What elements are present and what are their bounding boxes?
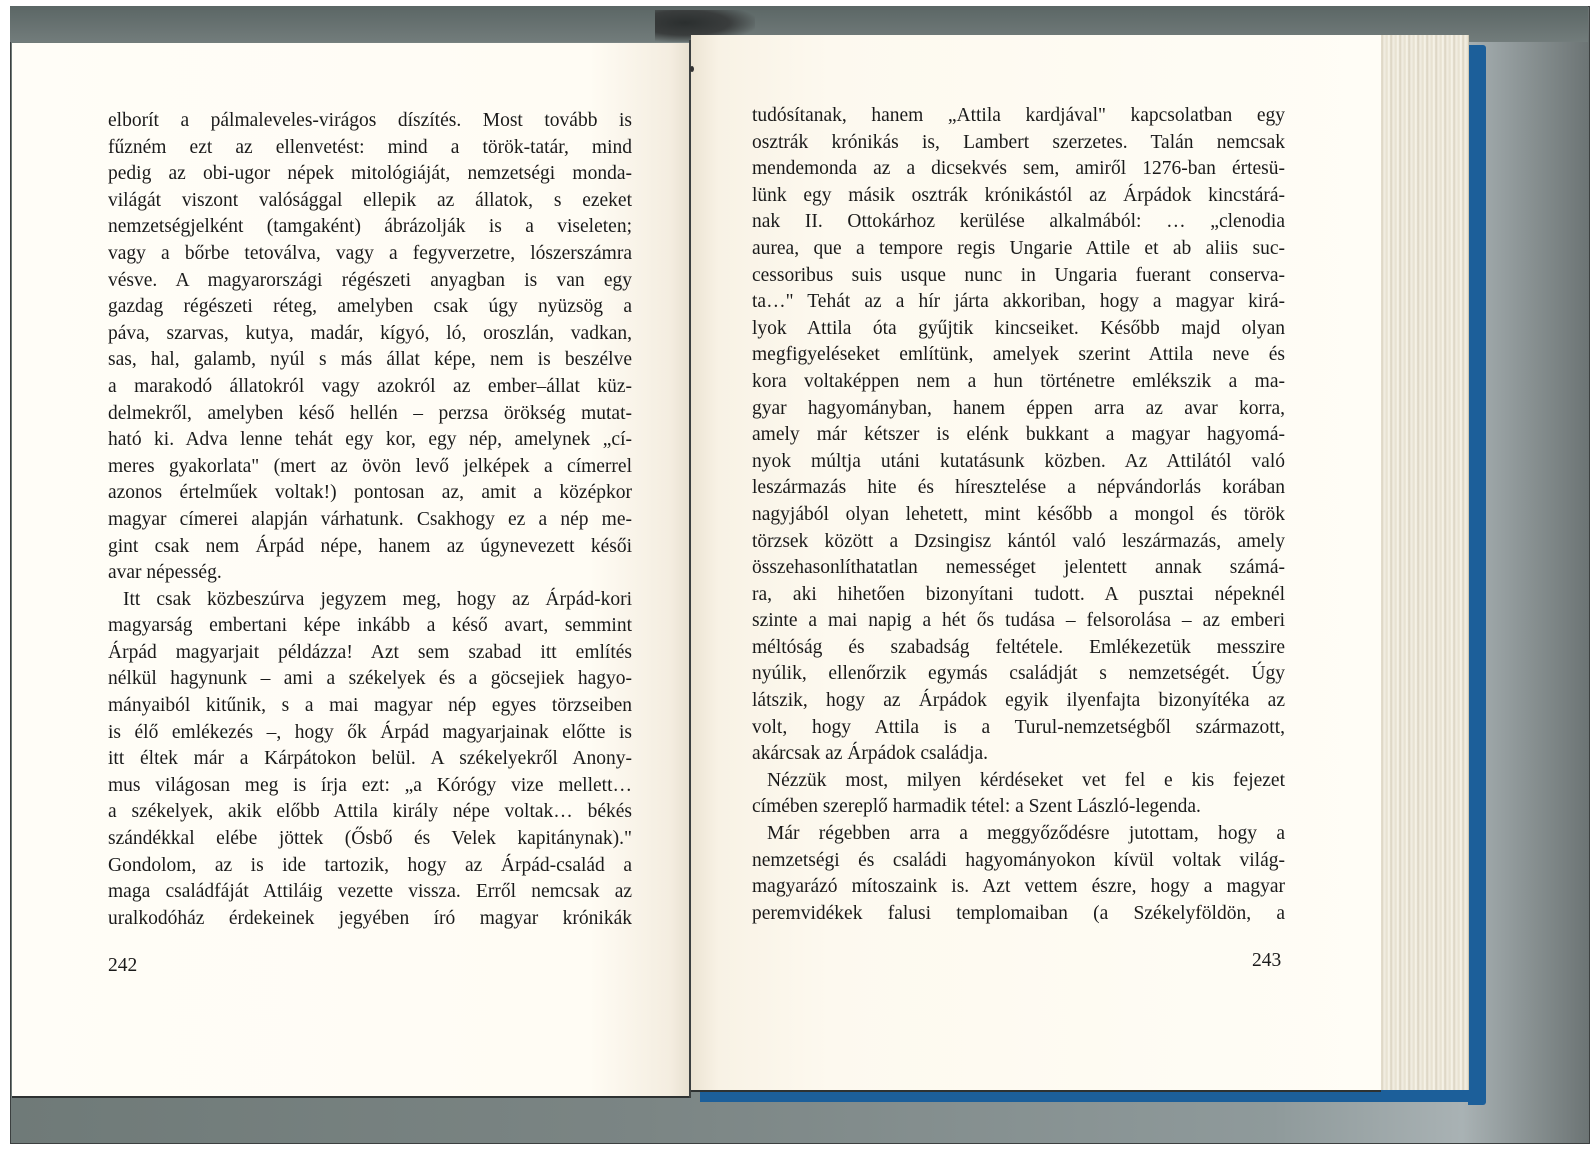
text-line: gazdag régészeti réteg, amelyben csak úgy nyüzsög a <box>108 296 632 318</box>
text-line: tudósítanak, hanem „Attila kardjával" kapcsolatban egy <box>752 105 1285 126</box>
text-line: osztrák krónikás is, Lambert szerzetes. Talán nemcsak <box>752 131 1285 153</box>
text-line: nyúlik, ellenőrzik egymás családját s nemzetségét. Úgy <box>752 663 1285 685</box>
left-page-number: 242 <box>108 955 138 976</box>
text-line: uralkodóház érdekeinek jegyében író magyar krónikák <box>108 907 632 929</box>
text-line: ta…" Tehát az a hír járta akkoriban, hogy a magyar kirá- <box>752 291 1285 313</box>
page-block-edges <box>1375 35 1469 1090</box>
text-line: mányaiból kitűnik, s a mai magyar nép egyes törzseiben <box>108 695 632 717</box>
text-line: összehasonlíthatatlan nemességet jelentett annak számá- <box>752 557 1285 579</box>
text-line: nagyjából olyan lehetett, mint később a mongol és török <box>752 503 1285 525</box>
text-line: peremvidékek falusi templomaiban (a Székelyföldön, a <box>752 902 1285 924</box>
text-line: itt éltek már a Kárpátokon belül. A székelyekről Anony- <box>108 748 632 770</box>
text-line: páva, szarvas, kutya, madár, kígyó, ló, oroszlán, vadkan, <box>108 322 632 344</box>
text-line: lyok Attila óta gyűjtik kincseiket. Később majd olyan <box>752 317 1285 339</box>
text-line: nyok múltja utáni kutatásunk közben. Az Attilától való <box>752 450 1285 472</box>
text-line: meres gyakorlata" (mert az övön levő jelképek a címerrel <box>108 455 632 477</box>
book-cover-edge <box>1468 45 1486 1105</box>
text-line: Gondolom, az is ide tartozik, hogy az Árpád-család a <box>108 854 632 876</box>
ink-speck <box>690 66 694 72</box>
text-line: vagy a bőrbe tetoválva, vagy a fegyverzetre, lószerszámra <box>108 242 632 264</box>
text-line: törzsek között a Dzsingisz kántól való leszármazás, amely <box>752 530 1285 552</box>
text-line: gyar hagyományban, hanem éppen arra az avar korra, <box>752 397 1285 419</box>
text-line: akárcsak az Árpádok családja. <box>752 743 989 765</box>
text-line: Árpád magyarjait példázza! Azt sem szabad itt említés <box>108 641 632 663</box>
right-page-text <box>752 103 1285 927</box>
text-line: is élő emlékezés –, hogy ők Árpád magyarjainak előtte is <box>108 721 632 743</box>
text-line: fűzném ezt az ellenvetést: mind a török-tatár, mind <box>108 136 632 158</box>
text-line: magyar címerei alapján várhatunk. Csakhogy ez a nép me- <box>108 508 632 530</box>
text-line: cessoribus suis usque nunc in Ungaria fuerant conserva- <box>752 264 1285 286</box>
text-line: azonos értelműek voltak!) pontosan az, amit a középkor <box>108 482 632 504</box>
text-line: gint csak nem Árpád népe, hanem az úgynevezett késői <box>108 535 632 557</box>
text-line: Nézzük most, milyen kérdéseket vet fel e kis fejezet <box>767 769 1285 791</box>
text-line: leszármazás hite és híresztelése a népvándorlás korában <box>752 477 1285 499</box>
text-line: méltóság és szabadság feltétele. Emlékezetük messzire <box>752 636 1285 658</box>
text-line: szinte a mai napig a hét ős tudása – felsorolása – az emberi <box>752 610 1285 632</box>
text-line: kora voltaképpen nem a hun történetre emlékszik a ma- <box>752 370 1285 392</box>
text-line: Itt csak közbeszúrva jegyzem meg, hogy az Árpád-kori <box>123 588 632 610</box>
text-line: pedig az obi-ugor népek mitológiáját, nemzetségi monda- <box>108 163 632 185</box>
left-page-text <box>108 108 632 932</box>
text-line: amely már kétszer is elénk bukkant a magyar hagyomá- <box>752 424 1285 446</box>
text-line: elborít a pálmaleveles-virágos díszítés. Most tovább is <box>108 110 632 131</box>
text-line: nélkül hagynunk – ami a székelyek és a göcsejiek hagyo- <box>108 668 632 690</box>
book-gutter <box>689 40 691 1098</box>
text-line: címében szereplő harmadik tétel: a Szent László-legenda. <box>752 796 1201 818</box>
text-line: nak II. Ottokárhoz kerülése alkalmából: … „clenodia <box>752 211 1285 233</box>
text-line: volt, hogy Attila is a Turul-nemzetségből származott, <box>752 716 1285 738</box>
text-line: maga családfáját Attiláig vezette vissza. Erről nemcsak az <box>108 881 632 903</box>
text-line: nemzetségjelként (tamgaként) ábrázolják is a viseleten; <box>108 216 632 238</box>
right-page-number: 243 <box>1252 950 1282 971</box>
text-line: mus világosan meg is írja ezt: „a Kórógy vize mellett… <box>108 774 632 796</box>
text-line: vésve. A magyarországi régészeti anyagban is van egy <box>108 269 632 291</box>
text-line: ható ki. Adva lenne tehát egy kor, egy nép, amelynek „cí- <box>108 429 632 451</box>
text-line: Már régebben arra a meggyőződésre jutottam, hogy a <box>767 823 1285 845</box>
text-line: a marakodó állatokról vagy azokról az ember–állat küz- <box>108 375 632 397</box>
text-line: megfigyeléseket említünk, amelyek szerint Attila neve és <box>752 344 1285 366</box>
text-line: sas, hal, galamb, nyúl s más állat képe, nem is beszélve <box>108 349 632 371</box>
text-line: mendemonda az a dicsekvés sem, amiről 1276-ban értesü- <box>752 158 1285 180</box>
text-line: magyarság embertani képe inkább a késő avart, semmint <box>108 615 632 637</box>
text-line: nemzetségi és családi hagyományokon kívül voltak világ- <box>752 849 1285 871</box>
text-line: a székelyek, akik előbb Attila király népe voltak… békés <box>108 801 632 823</box>
text-line: avar népesség. <box>108 562 222 584</box>
text-line: delmekről, amelyben késő hellén – perzsa örökség mutat- <box>108 402 632 424</box>
text-line: szándékkal elébe jöttek (Ősbő és Velek kapitánynak)." <box>108 828 632 850</box>
text-line: ra, aki hihetően bizonyítani tudott. A pusztai népeknél <box>752 583 1285 605</box>
text-line: látszik, hogy az Árpádok egyik ilyenfajta bizonyítéka az <box>752 690 1285 712</box>
text-line: magyarázó mítoszaink is. Azt vettem észre, hogy a magyar <box>752 876 1285 898</box>
text-line: aurea, que a tempore regis Ungarie Attile et ab aliis suc- <box>752 237 1285 259</box>
text-line: világát viszont valósággal ellepik az állatok, s ezeket <box>108 189 632 211</box>
text-line: lünk egy másik osztrák krónikástól az Árpádok kincstárá- <box>752 184 1285 206</box>
